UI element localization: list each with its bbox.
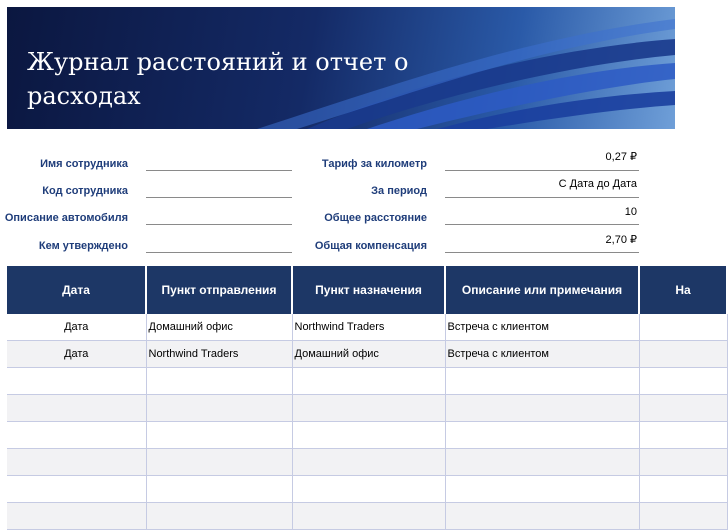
- table-cell[interactable]: [146, 503, 292, 530]
- table-cell[interactable]: [146, 395, 292, 422]
- table-cell[interactable]: [292, 368, 445, 395]
- table-cell[interactable]: [7, 449, 146, 476]
- table-cell[interactable]: [445, 422, 639, 449]
- employee-id-field[interactable]: [146, 197, 292, 198]
- table-cell[interactable]: Встреча с клиентом: [445, 314, 639, 341]
- table-cell[interactable]: Встреча с клиентом: [445, 341, 639, 368]
- table-cell[interactable]: [639, 476, 727, 503]
- table-header-row: [7, 266, 727, 314]
- table-row: [7, 503, 727, 530]
- table-cell[interactable]: [639, 341, 727, 368]
- table-cell[interactable]: [7, 503, 146, 530]
- table-cell[interactable]: [146, 422, 292, 449]
- table-cell[interactable]: [639, 449, 727, 476]
- table-cell[interactable]: [292, 449, 445, 476]
- total-distance-value[interactable]: 10: [624, 206, 637, 218]
- column-header-description[interactable]: Описание или примечания: [445, 266, 639, 314]
- table-cell[interactable]: [146, 476, 292, 503]
- table-cell[interactable]: [292, 395, 445, 422]
- log-table: [7, 266, 728, 530]
- table-cell[interactable]: [292, 503, 445, 530]
- employee-name-label: Имя сотрудника: [40, 158, 128, 170]
- mileage-log-table: [7, 266, 691, 520]
- period-value[interactable]: С Дата до Дата: [558, 178, 637, 190]
- table-cell[interactable]: Northwind Traders: [292, 314, 445, 341]
- table-cell[interactable]: [146, 449, 292, 476]
- table-cell[interactable]: [445, 476, 639, 503]
- table-cell[interactable]: Дата: [7, 341, 146, 368]
- employee-name-field[interactable]: [146, 170, 292, 171]
- table-cell[interactable]: [7, 476, 146, 503]
- table-cell[interactable]: [445, 368, 639, 395]
- employee-id-label: Код сотрудника: [42, 185, 128, 197]
- table-cell[interactable]: [292, 422, 445, 449]
- table-cell[interactable]: [7, 395, 146, 422]
- table-cell[interactable]: [639, 314, 727, 341]
- period-label: За период: [371, 185, 427, 197]
- table-cell[interactable]: [639, 503, 727, 530]
- period-field: [445, 197, 639, 198]
- table-cell[interactable]: Northwind Traders: [146, 341, 292, 368]
- vehicle-description-field[interactable]: [146, 224, 292, 225]
- rate-per-km-field: [445, 170, 639, 171]
- table-cell[interactable]: [639, 395, 727, 422]
- total-compensation-label: Общая компенсация: [314, 240, 427, 252]
- table-row: [7, 341, 727, 368]
- page-title: Журнал расстояний и отчет о расходах: [27, 48, 409, 110]
- column-header-next[interactable]: На: [639, 266, 727, 314]
- column-header-destination[interactable]: Пункт назначения: [292, 266, 445, 314]
- table-cell[interactable]: [445, 503, 639, 530]
- table-cell[interactable]: [7, 368, 146, 395]
- total-compensation-value[interactable]: 2,70 ₽: [605, 234, 637, 246]
- table-row: [7, 422, 727, 449]
- rate-per-km-value[interactable]: 0,27 ₽: [605, 151, 637, 163]
- table-cell[interactable]: [445, 395, 639, 422]
- table-cell[interactable]: [639, 422, 727, 449]
- total-distance-field: [445, 224, 639, 225]
- vehicle-description-label: Описание автомобиля: [4, 212, 128, 224]
- table-cell[interactable]: Домашний офис: [292, 341, 445, 368]
- column-header-date[interactable]: Дата: [7, 266, 146, 314]
- rate-per-km-label: Тариф за километр: [321, 158, 427, 170]
- table-row: [7, 476, 727, 503]
- table-cell[interactable]: [292, 476, 445, 503]
- total-distance-label: Общее расстояние: [324, 212, 427, 224]
- table-row: [7, 449, 727, 476]
- table-cell[interactable]: [445, 449, 639, 476]
- column-header-origin[interactable]: Пункт отправления: [146, 266, 292, 314]
- table-cell[interactable]: [146, 368, 292, 395]
- table-row: [7, 395, 727, 422]
- table-cell[interactable]: [639, 368, 727, 395]
- approved-by-label: Кем утверждено: [38, 240, 128, 252]
- approved-by-field[interactable]: [146, 252, 292, 253]
- table-cell[interactable]: [7, 422, 146, 449]
- table-row: [7, 368, 727, 395]
- total-compensation-field: [445, 252, 639, 253]
- header-banner: [7, 7, 675, 129]
- table-cell[interactable]: Домашний офис: [146, 314, 292, 341]
- table-row: [7, 314, 727, 341]
- table-cell[interactable]: Дата: [7, 314, 146, 341]
